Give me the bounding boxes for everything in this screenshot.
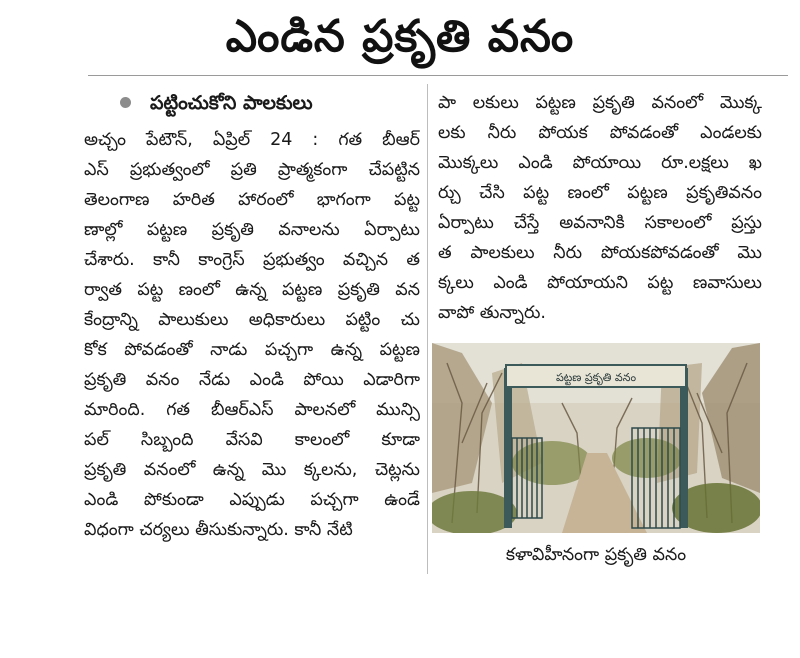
- bullet-icon: [120, 97, 131, 108]
- article-text-line: క్కలు ఎండి పోయాయని పట్ట ణవాసులు: [438, 273, 762, 293]
- article-text-line: ఎస్ ప్రభుత్వంలో ప్రతి ప్రాత్మకంగా చేపట్టిన: [84, 160, 420, 180]
- article-text-line: కోక పోవడంతో నాడు పచ్చగా ఉన్న పట్టణ: [84, 340, 420, 360]
- article-text-line: మారింది. గత బీఆర్ఎస్ పాలనలో మున్సి: [84, 400, 420, 420]
- article-text-line: కేంద్రాన్ని పాలుకులు అధికారులు పట్టిం చు: [84, 310, 420, 330]
- article-text-line: అచ్చం పేటౌన్, ఏప్రిల్ 24 : గత బీఆర్: [84, 130, 420, 150]
- article-text-line: పల్ సిబ్బంది వేసవి కాలంలో కూడా: [84, 430, 420, 450]
- right-column: [438, 88, 762, 328]
- article-text-line: ఎండి పోకుండా ఎప్పుడు పచ్చగా ఉండే: [84, 490, 420, 510]
- headline-rule: [88, 75, 788, 76]
- article-text-line: చేశారు. కానీ కాంగ్రెస్ ప్రభుత్వం వచ్చిన త: [84, 250, 420, 270]
- gate-sign-text: పట్టణ ప్రకృతి వనం: [555, 371, 637, 384]
- article-text-line: త పాలకులు నీరు పోయకపోవడంతో మొ: [438, 243, 762, 263]
- article-text-line: ప్రకృతి వనంలో ఉన్న మొ క్కలను, చెట్లను: [84, 460, 420, 480]
- column-divider: [427, 84, 428, 574]
- left-column: [84, 125, 420, 545]
- article-text-line: లకు నీరు పోయక పోవడంతో ఎండలకు: [438, 123, 762, 143]
- article-text-line: విధంగా చర్యలు తీసుకున్నారు. కానీ నేటి: [84, 520, 353, 540]
- article-text-line: మొక్కలు ఎండి పోయాయి రూ.లక్షలు ఖ: [438, 153, 762, 173]
- article-text-line: ర్చు చేసి పట్ట ణంలో పట్టణ ప్రకృతివనం: [438, 183, 762, 203]
- article-text-line: వాపో తున్నారు.: [438, 303, 546, 323]
- article-text-line: తెలంగాణ హరిత హారంలో భాగంగా పట్ట: [84, 190, 420, 210]
- park-photo: [432, 343, 760, 533]
- subheading: పట్టించుకోని పాలకులు: [150, 92, 313, 114]
- headline: ఎండిన ప్రకృతి వనం: [225, 11, 575, 62]
- article-text-line: ర్వాత పట్ట ణంలో ఉన్న పట్టణ ప్రకృతి వన: [84, 280, 420, 300]
- article-text-line: ణాల్లో పట్టణ ప్రకృతి వనాలను ఏర్పాటు: [84, 220, 420, 240]
- article-text-line: ప్రకృతి వనం నేడు ఎండి పోయి ఎడారిగా: [84, 370, 420, 390]
- article-text-line: పా లకులు పట్టణ ప్రకృతి వనంలో మొక్క: [438, 93, 762, 113]
- article-text-line: ఏర్పాటు చేస్తే అవనానికి సకాలంలో ప్రస్తు: [438, 213, 762, 233]
- photo-caption: కళావిహీనంగా ప్రకృతి వనం: [505, 545, 687, 565]
